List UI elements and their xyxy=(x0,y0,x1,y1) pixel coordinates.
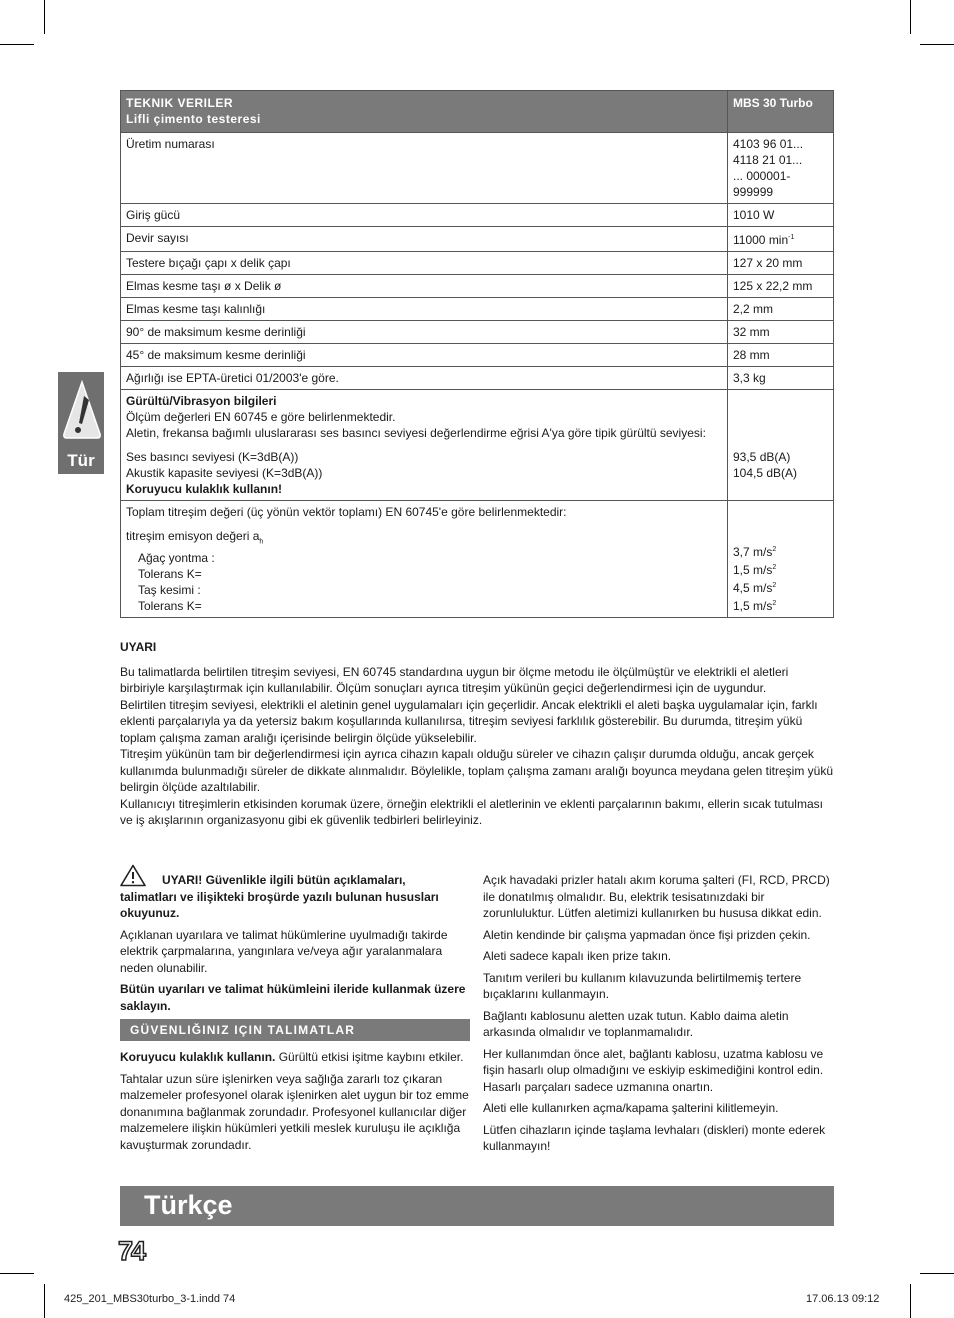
table-row xyxy=(121,275,834,298)
crop-mark xyxy=(0,44,34,45)
print-slug-file: 425_201_MBS30turbo_3-1.indd 74 xyxy=(64,1293,236,1305)
safety-paragraph: Bütün uyarıları ve talimat hükümleini ileride kullanmak üzere saklayın. xyxy=(120,982,466,1013)
safety-paragraph: Aleti elle kullanırken açma/kapama şalterini kilitlemeyin. xyxy=(483,1101,779,1115)
table-header-row xyxy=(121,91,834,133)
warning-triangle-icon xyxy=(62,378,102,448)
row-value: 1010 W xyxy=(728,204,834,227)
safety-paragraph: Bağlantı kablosunu aletten uzak tutun. Kablo daima aletin arkasında olmalıdır ve toplanmamalıdır. xyxy=(483,1008,789,1039)
row-label: Testere bıçağı çapı x delik çapı xyxy=(121,252,728,275)
language-side-tab xyxy=(58,372,104,474)
safety-paragraph: Koruyucu kulaklık kullanın. Gürültü etkisi işitme kaybını etkiler. xyxy=(120,1050,464,1064)
row-value: 2,2 mm xyxy=(728,298,834,321)
row-value: 127 x 20 mm xyxy=(728,252,834,275)
row-label: Ağırlığı ise EPTA-üretici 01/2003'e göre. xyxy=(121,367,728,390)
safety-paragraph: Tanıtım verileri bu kullanım kılavuzunda belirtilmemiş tertere bıçaklarını kullanmayın. xyxy=(483,970,802,1001)
safety-column-left xyxy=(120,872,470,1158)
row-label: Üretim numarası xyxy=(121,133,728,204)
table-row xyxy=(121,227,834,252)
crop-mark xyxy=(44,0,45,34)
safety-column-right xyxy=(483,872,833,1160)
warning-paragraph: Belirtilen titreşim seviyesi, elektrikli el aletinin genel uygulamaları için geçerlidir. Ancak elektrikli el aleti başka uygulamalar için, farklı eklenti parçalarıyla ya da yetersiz bakım koşullarında kullanılırsa, titreşim seviyesi farklılık gösterebilir. Bu durumda, titreşim yükü toplam çalışma zaman aralığı içerisinde belirgin ölçüde yükselebilir. xyxy=(120,697,818,745)
crop-mark xyxy=(920,44,954,45)
table-row xyxy=(121,367,834,390)
row-value: 125 x 22,2 mm xyxy=(728,275,834,298)
warning-triangle-icon xyxy=(120,864,146,887)
row-label: Devir sayısı xyxy=(121,227,728,252)
warning-paragraph: Titreşim yükünün tam bir değerlendirmesi için ayrıca cihazın kapalı olduğu süreler ve cihazın çalışır durumda olduğu, ancak gerçek kullanımda bulunmadığı süreler de dikkate alınmalıdır. Böylelikle, toplam çalışma zamanı aralığı boyunca meydana gelen titreşim yükü belirgin ölçüde azaltılabilir. xyxy=(120,747,834,794)
page-number: 74 xyxy=(118,1236,145,1266)
vibration-warning xyxy=(120,639,834,829)
warning-title: UYARI xyxy=(120,640,157,654)
safety-paragraph: Açıklanan uyarılara ve talimat hükümlerine uyulmadığı takirde elektrik çarpmalarına, yangınlara ve/veya ağır yaralanmalara neden olunabilir. xyxy=(120,927,448,975)
row-value: 3,3 kg xyxy=(728,367,834,390)
row-value: 4103 96 01... 4118 21 01... ... 000001-999999 xyxy=(728,133,834,204)
crop-mark xyxy=(920,1273,954,1274)
technical-data-table xyxy=(120,90,834,618)
row-value: 32 mm xyxy=(728,321,834,344)
row-value: 11000 $\min^{-1}$ xyxy=(728,227,834,252)
vibration-values: 3,7 $m/s^2$ 1,5 $m/s^2$ 4,5 $m/s^2$ 1,5 $m/s^2$ xyxy=(728,501,834,618)
row-label: Elmas kesme taşı kalınlığı xyxy=(121,298,728,321)
print-slug-date: 17.06.13 09:12 xyxy=(806,1293,880,1305)
vibration-info: Toplam titreşim değeri (üç yönün vektör toplamı) EN 60745'e göre belirlenmektedir: titreşim emisyon değeri $a_h$ Ağaç yontma : Tolerans K= Taş kesimi : Tolerans K= xyxy=(121,501,728,618)
noise-values: 93,5 dB(A) 104,5 dB(A) xyxy=(728,390,834,501)
language-bar xyxy=(120,1186,834,1226)
noise-info: Gürültü/Vibrasyon bilgileri Ölçüm değerleri EN 60745 e göre belirlenmektedir. Aletin, frekansa bağımlı uluslararası ses basıncı seviyesi değerlendirme eğrisi A'ya göre tipik gürültü seviyesi: Ses basıncı seviyesi (K=3dB(A)) Akustik kapasite seviyesi (K=3dB(A)) Koruyucu kulaklık kullanın! xyxy=(121,390,728,501)
crop-mark xyxy=(910,1284,911,1318)
warning-paragraph: Kullanıcıyı titreşimlerin etkisinden korumak üzere, örneğin elektrikli el aletlerinin ve eklenti parçalarının bakımı, ellerin sıcak tutulması ve iş akışlarının organizasyonu gibi ek güvenlik tedbirleri belirleyiniz. xyxy=(120,796,823,827)
safety-warning-heading: UYARI! Güvenlikle ilgili bütün açıklamaları, talimatları ve ilişikteki broşürde yazılı bulunan hususları okuyunuz. xyxy=(120,872,470,922)
noise-row xyxy=(121,390,834,501)
vibration-row xyxy=(121,501,834,618)
section-band: GÜVENLIĞINIZ IÇIN TALIMATLAR xyxy=(120,1019,470,1041)
row-label: 45° de maksimum kesme derinliği xyxy=(121,344,728,367)
table-row xyxy=(121,298,834,321)
safety-paragraph: Aleti sadece kapalı iken prize takın. xyxy=(483,949,672,963)
safety-paragraph: Lütfen cihazların içinde taşlama levhaları (diskleri) monte ederek kullanmayın! xyxy=(483,1122,826,1153)
warning-paragraph: Bu talimatlarda belirtilen titreşim seviyesi, EN 60745 standardına uygun bir ölçme metodu ile ölçülmüştür ve elektrikli el aletleri birbiriyle karşılaştırmak için kullanılabilir. Ölçüm sonuçları ayrıca titreşim yükünün geçici değerlendirmesi için de uygundur. xyxy=(120,664,789,695)
safety-paragraph: Tahtalar uzun süre işlenirken veya sağlığa zararlı toz çıkaran malzemeler profesyonel olarak işlenirken alet uygun bir toz emme donanımına bağlanmak zorundadır. Profesyonel kullanıcılar diğer malzemelere ilişkin hükümleri yetkili meslek kuruluşu ile açıklığa kavuşturmak zorundadır. xyxy=(120,1071,469,1152)
row-label: Elmas kesme taşı ø x Delik ø xyxy=(121,275,728,298)
crop-mark xyxy=(44,1284,45,1318)
crop-mark xyxy=(0,1273,34,1274)
safety-paragraph: Açık havadaki prizler hatalı akım koruma şalteri (FI, RCD, PRCD) ile donatılmış olmalıdır. Bu, elektrik tesisatınızdaki bir zorunluluktur. Lütfen aletimizi kullanırken bu hususa dikkat edin. xyxy=(483,873,830,920)
crop-mark xyxy=(910,0,911,34)
language-title: Türkçe xyxy=(144,1190,233,1220)
table-row xyxy=(121,321,834,344)
side-tab-label: Tür xyxy=(67,451,95,470)
row-label: 90° de maksimum kesme derinliği xyxy=(121,321,728,344)
table-row xyxy=(121,344,834,367)
table-row xyxy=(121,252,834,275)
row-label: Giriş gücü xyxy=(121,204,728,227)
table-row xyxy=(121,133,834,204)
safety-paragraph: Aletin kendinde bir çalışma yapmadan önce fişi prizden çekin. xyxy=(483,927,811,942)
table-header-title: TEKNIK VERILER Lifli çimento testeresi xyxy=(121,91,728,133)
row-value: 28 mm xyxy=(728,344,834,367)
table-row xyxy=(121,204,834,227)
table-header-model: MBS 30 Turbo xyxy=(728,91,834,133)
safety-paragraph: Her kullanımdan önce alet, bağlantı kablosu, uzatma kablosu ve fişin hasarlı olup olmadığını ve eskiyip eskimediğini kontrol edin. Hasarlı parçaları sadece uzmanına onartın. xyxy=(483,1046,824,1094)
